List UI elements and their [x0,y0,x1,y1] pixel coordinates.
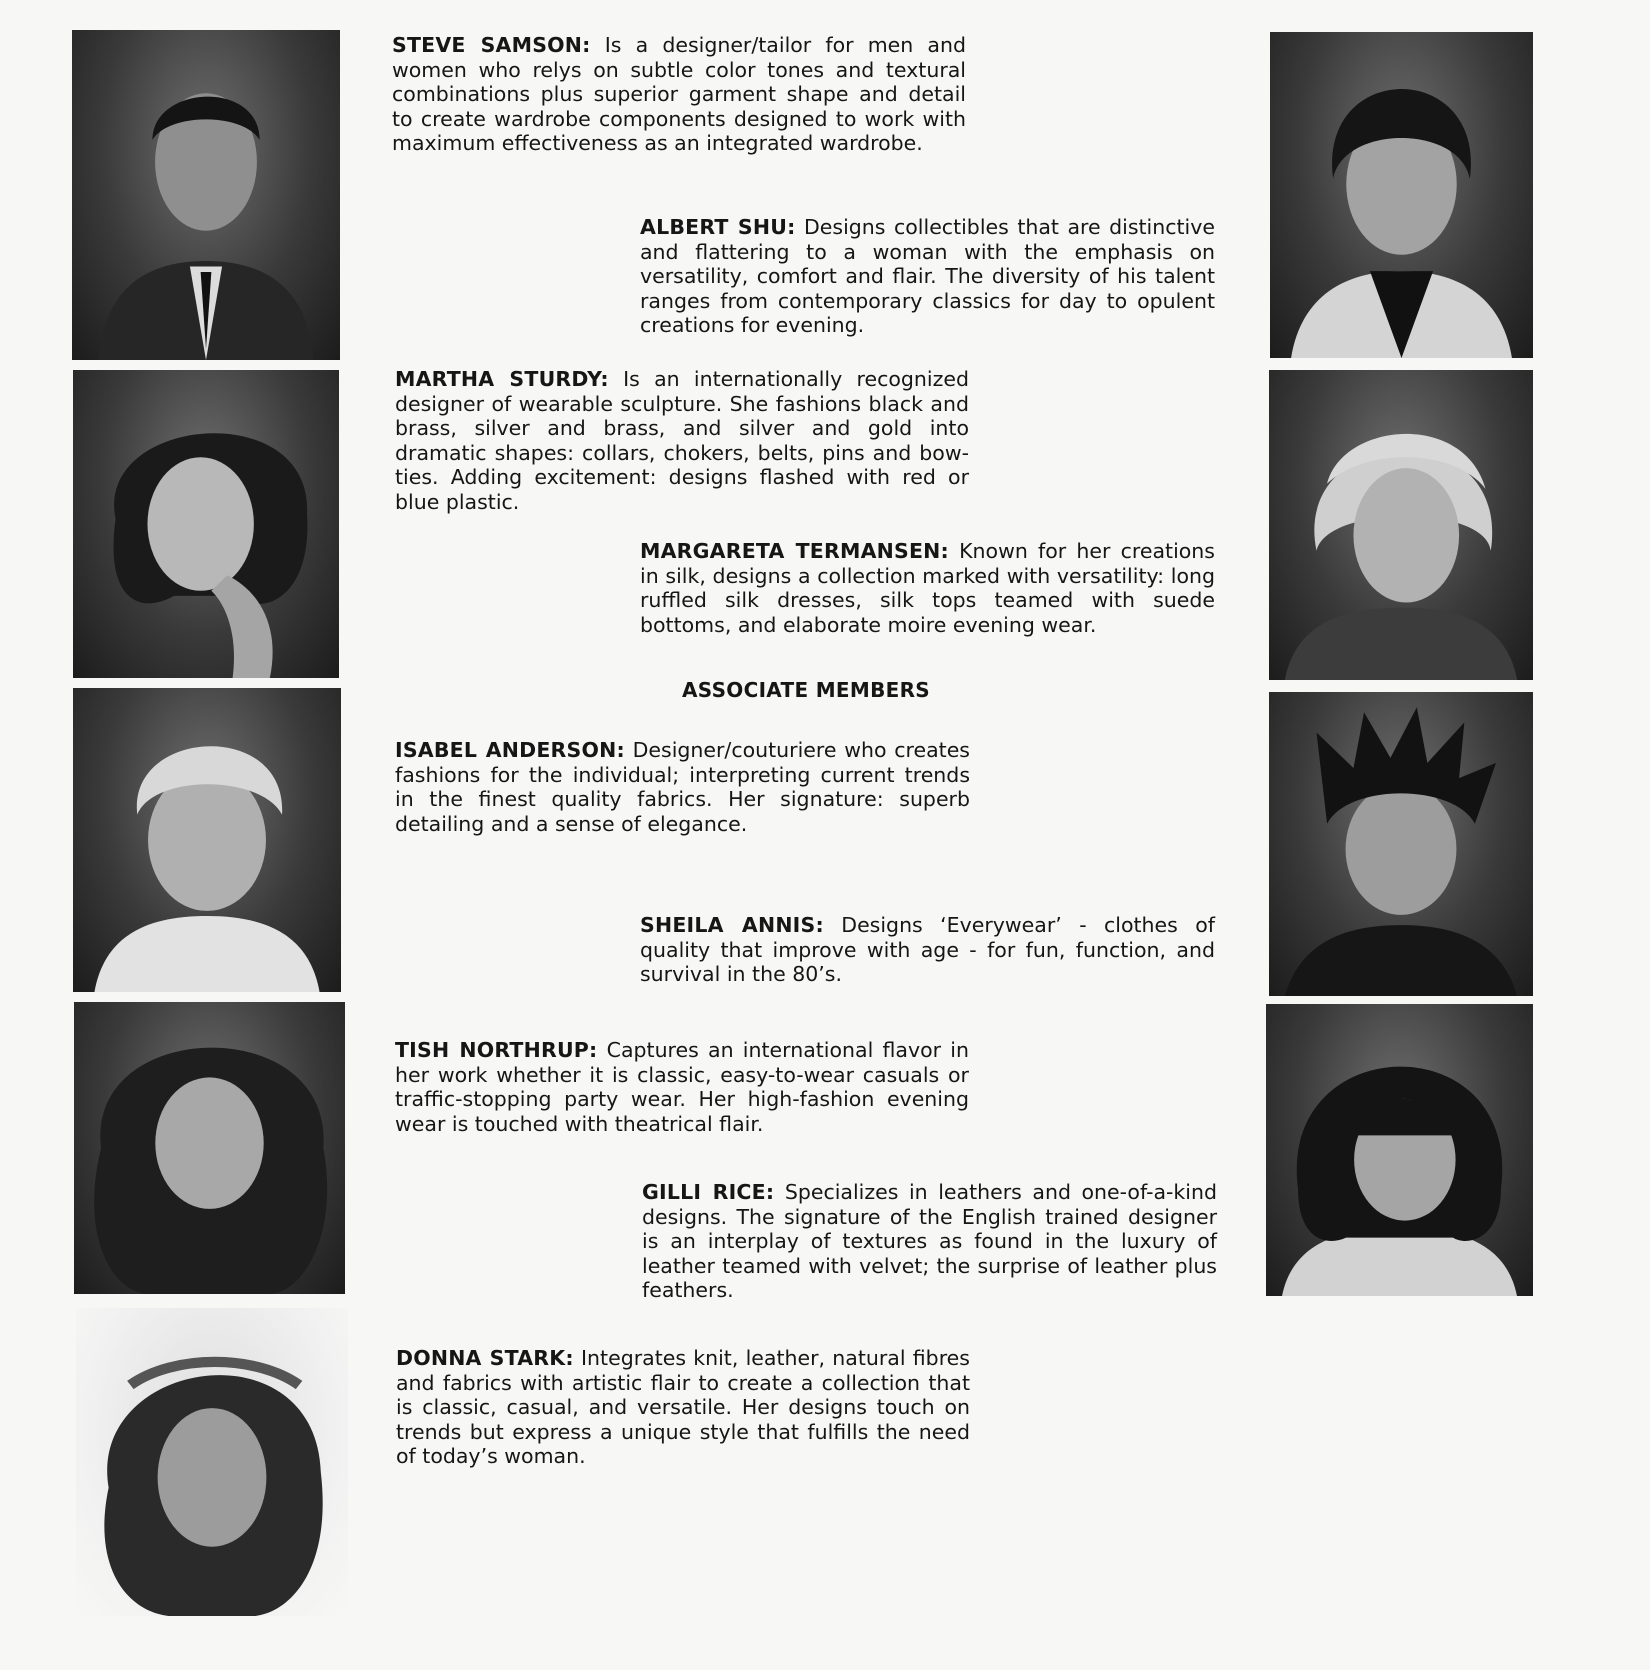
bio-gilli-rice [642,1180,1217,1303]
portrait-steve-samson [72,30,340,360]
portrait-albert-shu [1270,32,1533,358]
bio-name: DONNA STARK: [396,1346,574,1370]
bio-text: Captures an international flavor in her work whether it is classic, easy-to-wear casuals or traffic-stopping party wear. Her high-fashion evening wear is touched with theatrical flair. [395,1038,969,1136]
bio-steve-samson [392,33,966,156]
portrait-donna-stark [76,1308,348,1616]
portrait-tish-northrup [74,1002,345,1294]
bio-albert-shu [640,215,1215,338]
bio-name: TISH NORTHRUP: [395,1038,598,1062]
bio-sheila-annis [640,913,1215,987]
section-heading-associate-members: ASSOCIATE MEMBERS [682,678,930,702]
bio-text: Integrates knit, leather, natural fibres and fabrics with artistic flair to create a collection that is classic, casual, and versatile. Her designs touch on trends but express a unique style that fulfills the need of today’s woman. [396,1346,970,1468]
bio-name: SHEILA ANNIS: [640,913,824,937]
bio-text: Is an internationally recognized designer of wearable sculpture. She fashions black and brass, silver and brass, and silver and gold into dramatic shapes: collars, chokers, belts, pins and bow-ties. Adding excitement: designs flashed with red or blue plastic. [395,367,969,514]
bio-name: STEVE SAMSON: [392,33,591,57]
bio-text: Designs ‘Everywear’ - clothes of quality that improve with age - for fun, function, and survival in the 80’s. [640,913,1215,986]
portrait-sheila-annis [1269,692,1533,996]
bio-name: MARTHA STURDY: [395,367,609,391]
portrait-gilli-rice [1266,1004,1533,1296]
bio-margareta-termansen [640,539,1215,637]
bio-text: Designer/couturiere who creates fashions for the individual; interpreting current trends in the finest quality fabrics. Her signature: superb detailing and a sense of elegance. [395,738,970,836]
portrait-isabel-anderson [73,688,341,992]
portrait-margareta-termansen [1269,370,1533,680]
bio-name: ISABEL ANDERSON: [395,738,625,762]
bio-text: Designs collectibles that are distinctive and flattering to a woman with the emphasis on versatility, comfort and flair. The diversity of his talent ranges from contemporary classics for day to opulent creations for evening. [640,215,1215,337]
bio-name: GILLI RICE: [642,1180,775,1204]
bio-text: Specializes in leathers and one-of-a-kind designs. The signature of the English trained designer is an interplay of textures as found in the luxury of leather teamed with velvet; the surprise of leather plus feathers. [642,1180,1218,1302]
bio-name: ALBERT SHU: [640,215,796,239]
bio-martha-sturdy [395,367,969,514]
bio-isabel-anderson [395,738,970,836]
bio-donna-stark [396,1346,970,1469]
bio-name: MARGARETA TERMANSEN: [640,539,949,563]
bio-tish-northrup [395,1038,969,1136]
bio-text: Known for her creations in silk, designs a collection marked with versatility: long ruffled silk dresses, silk tops teamed with suede bottoms, and elaborate moire evening wear. [640,539,1215,637]
bio-text: Is a designer/tailor for men and women who relys on subtle color tones and textural combinations plus superior garment shape and detail to create wardrobe components designed to work with maximum effectiveness as an integrated wardrobe. [392,33,966,155]
portrait-martha-sturdy [73,370,339,678]
